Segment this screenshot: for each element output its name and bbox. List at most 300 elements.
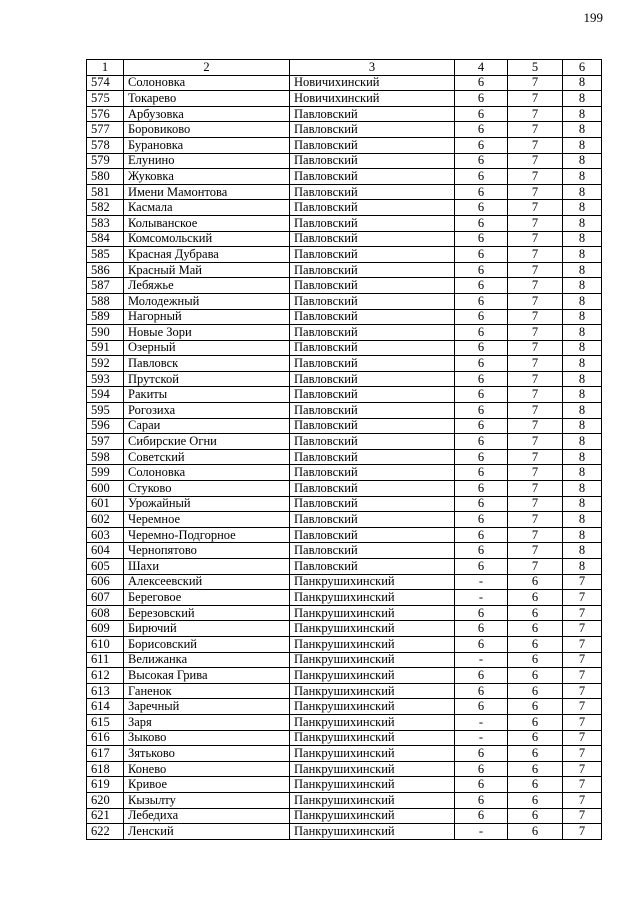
settlement-name: Урожайный xyxy=(124,496,290,512)
value-col-5: 7 xyxy=(508,262,563,278)
value-col-5: 7 xyxy=(508,449,563,465)
table-row xyxy=(87,683,602,699)
district-name: Павловский xyxy=(290,247,455,263)
value-col-4: 6 xyxy=(455,153,508,169)
district-name: Павловский xyxy=(290,465,455,481)
value-col-4: 6 xyxy=(455,668,508,684)
value-col-6: 8 xyxy=(563,512,602,528)
value-col-5: 7 xyxy=(508,387,563,403)
column-number-6: 6 xyxy=(563,60,602,76)
row-number: 613 xyxy=(87,683,124,699)
settlement-name: Арбузовка xyxy=(124,106,290,122)
table-row xyxy=(87,184,602,200)
table-row xyxy=(87,262,602,278)
value-col-4: 6 xyxy=(455,792,508,808)
value-col-5: 7 xyxy=(508,325,563,341)
row-number: 604 xyxy=(87,543,124,559)
value-col-5: 6 xyxy=(508,699,563,715)
settlement-name: Черемно-Подгорное xyxy=(124,527,290,543)
value-col-5: 7 xyxy=(508,247,563,263)
row-number: 605 xyxy=(87,559,124,575)
value-col-4: 6 xyxy=(455,418,508,434)
district-name: Павловский xyxy=(290,325,455,341)
value-col-4: 6 xyxy=(455,293,508,309)
table-row xyxy=(87,621,602,637)
settlement-name: Лебяжье xyxy=(124,278,290,294)
settlement-name: Токарево xyxy=(124,91,290,107)
value-col-6: 8 xyxy=(563,465,602,481)
value-col-6: 8 xyxy=(563,153,602,169)
settlement-name: Рогозиха xyxy=(124,403,290,419)
value-col-4: 6 xyxy=(455,200,508,216)
district-name: Павловский xyxy=(290,231,455,247)
table-row xyxy=(87,777,602,793)
table-row xyxy=(87,309,602,325)
value-col-6: 7 xyxy=(563,652,602,668)
row-number: 611 xyxy=(87,652,124,668)
value-col-4: 6 xyxy=(455,340,508,356)
value-col-4: 6 xyxy=(455,496,508,512)
value-col-4: 6 xyxy=(455,184,508,200)
value-col-6: 7 xyxy=(563,636,602,652)
district-name: Павловский xyxy=(290,153,455,169)
value-col-4: - xyxy=(455,590,508,606)
settlement-name: Прутской xyxy=(124,371,290,387)
value-col-5: 6 xyxy=(508,808,563,824)
settlement-name: Колыванское xyxy=(124,215,290,231)
table-row xyxy=(87,75,602,91)
settlement-name: Боровиково xyxy=(124,122,290,138)
value-col-4: 6 xyxy=(455,387,508,403)
row-number: 620 xyxy=(87,792,124,808)
settlement-name: Борисовский xyxy=(124,636,290,652)
value-col-6: 7 xyxy=(563,590,602,606)
district-name: Панкрушихинский xyxy=(290,824,455,840)
district-name: Павловский xyxy=(290,481,455,497)
column-number-2: 2 xyxy=(124,60,290,76)
settlement-name: Павловск xyxy=(124,356,290,372)
row-number: 603 xyxy=(87,527,124,543)
value-col-4: 6 xyxy=(455,169,508,185)
table-row xyxy=(87,215,602,231)
district-name: Павловский xyxy=(290,184,455,200)
row-number: 608 xyxy=(87,605,124,621)
value-col-4: - xyxy=(455,824,508,840)
column-number-5: 5 xyxy=(508,60,563,76)
value-col-4: - xyxy=(455,574,508,590)
value-col-6: 8 xyxy=(563,293,602,309)
row-number: 616 xyxy=(87,730,124,746)
district-name: Павловский xyxy=(290,527,455,543)
district-name: Панкрушихинский xyxy=(290,761,455,777)
value-col-5: 7 xyxy=(508,75,563,91)
value-col-5: 6 xyxy=(508,652,563,668)
row-number: 577 xyxy=(87,122,124,138)
settlement-name: Сибирские Огни xyxy=(124,434,290,450)
settlement-name: Солоновка xyxy=(124,75,290,91)
row-number: 596 xyxy=(87,418,124,434)
settlement-name: Советский xyxy=(124,449,290,465)
value-col-5: 6 xyxy=(508,590,563,606)
table-row xyxy=(87,465,602,481)
row-number: 600 xyxy=(87,481,124,497)
value-col-4: 6 xyxy=(455,262,508,278)
row-number: 574 xyxy=(87,75,124,91)
settlement-name: Ракиты xyxy=(124,387,290,403)
district-name: Павловский xyxy=(290,262,455,278)
settlement-name: Высокая Грива xyxy=(124,668,290,684)
value-col-4: 6 xyxy=(455,527,508,543)
value-col-4: 6 xyxy=(455,761,508,777)
value-col-6: 8 xyxy=(563,559,602,575)
row-number: 578 xyxy=(87,137,124,153)
value-col-5: 6 xyxy=(508,683,563,699)
table-row xyxy=(87,496,602,512)
value-col-5: 6 xyxy=(508,605,563,621)
value-col-4: 6 xyxy=(455,122,508,138)
value-col-6: 8 xyxy=(563,543,602,559)
settlement-name: Сараи xyxy=(124,418,290,434)
value-col-6: 8 xyxy=(563,481,602,497)
district-name: Панкрушихинский xyxy=(290,621,455,637)
district-name: Павловский xyxy=(290,387,455,403)
district-name: Панкрушихинский xyxy=(290,746,455,762)
value-col-5: 7 xyxy=(508,481,563,497)
row-number: 588 xyxy=(87,293,124,309)
table-row xyxy=(87,559,602,575)
row-number: 583 xyxy=(87,215,124,231)
settlement-name: Комсомольский xyxy=(124,231,290,247)
value-col-4: 6 xyxy=(455,746,508,762)
table-row xyxy=(87,590,602,606)
row-number: 593 xyxy=(87,371,124,387)
table-row xyxy=(87,808,602,824)
value-col-6: 7 xyxy=(563,746,602,762)
district-name: Панкрушихинский xyxy=(290,590,455,606)
table-row xyxy=(87,278,602,294)
value-col-6: 8 xyxy=(563,356,602,372)
row-number: 606 xyxy=(87,574,124,590)
value-col-5: 7 xyxy=(508,434,563,450)
value-col-6: 8 xyxy=(563,387,602,403)
value-col-6: 8 xyxy=(563,262,602,278)
table-row xyxy=(87,512,602,528)
table-row xyxy=(87,730,602,746)
row-number: 587 xyxy=(87,278,124,294)
district-name: Панкрушихинский xyxy=(290,636,455,652)
table-row xyxy=(87,481,602,497)
settlement-name: Зятьково xyxy=(124,746,290,762)
row-number: 591 xyxy=(87,340,124,356)
table-row xyxy=(87,106,602,122)
row-number: 622 xyxy=(87,824,124,840)
value-col-6: 8 xyxy=(563,106,602,122)
district-name: Павловский xyxy=(290,293,455,309)
settlement-name: Касмала xyxy=(124,200,290,216)
value-col-5: 7 xyxy=(508,293,563,309)
value-col-6: 7 xyxy=(563,621,602,637)
settlement-name: Жуковка xyxy=(124,169,290,185)
settlement-name: Конево xyxy=(124,761,290,777)
value-col-5: 6 xyxy=(508,824,563,840)
value-col-4: 6 xyxy=(455,247,508,263)
settlement-name: Кызылту xyxy=(124,792,290,808)
district-name: Панкрушихинский xyxy=(290,668,455,684)
value-col-4: 6 xyxy=(455,137,508,153)
settlement-name: Стуково xyxy=(124,481,290,497)
table-row xyxy=(87,824,602,840)
value-col-5: 6 xyxy=(508,746,563,762)
row-number: 621 xyxy=(87,808,124,824)
district-name: Павловский xyxy=(290,106,455,122)
settlement-name: Имени Мамонтова xyxy=(124,184,290,200)
district-name: Павловский xyxy=(290,137,455,153)
value-col-5: 7 xyxy=(508,371,563,387)
value-col-4: 6 xyxy=(455,106,508,122)
value-col-4: 6 xyxy=(455,231,508,247)
row-number: 619 xyxy=(87,777,124,793)
value-col-5: 6 xyxy=(508,636,563,652)
value-col-6: 8 xyxy=(563,340,602,356)
value-col-4: 6 xyxy=(455,75,508,91)
value-col-6: 7 xyxy=(563,792,602,808)
value-col-4: - xyxy=(455,652,508,668)
value-col-4: 6 xyxy=(455,325,508,341)
settlement-name: Чернопятово xyxy=(124,543,290,559)
value-col-5: 6 xyxy=(508,668,563,684)
settlement-name: Заречный xyxy=(124,699,290,715)
row-number: 597 xyxy=(87,434,124,450)
settlement-name: Ганенок xyxy=(124,683,290,699)
column-number-4: 4 xyxy=(455,60,508,76)
column-number-1: 1 xyxy=(87,60,124,76)
value-col-5: 6 xyxy=(508,761,563,777)
table-row xyxy=(87,200,602,216)
value-col-5: 7 xyxy=(508,153,563,169)
district-name: Панкрушихинский xyxy=(290,792,455,808)
value-col-5: 7 xyxy=(508,122,563,138)
value-col-6: 8 xyxy=(563,527,602,543)
value-col-6: 8 xyxy=(563,371,602,387)
value-col-6: 8 xyxy=(563,231,602,247)
settlement-name: Заря xyxy=(124,714,290,730)
value-col-5: 7 xyxy=(508,184,563,200)
settlement-name: Бирючий xyxy=(124,621,290,637)
district-name: Павловский xyxy=(290,403,455,419)
row-number: 615 xyxy=(87,714,124,730)
row-number: 610 xyxy=(87,636,124,652)
table-row xyxy=(87,434,602,450)
value-col-4: 6 xyxy=(455,91,508,107)
column-number-3: 3 xyxy=(290,60,455,76)
value-col-6: 7 xyxy=(563,683,602,699)
district-name: Павловский xyxy=(290,496,455,512)
value-col-5: 7 xyxy=(508,403,563,419)
settlement-name: Нагорный xyxy=(124,309,290,325)
settlement-name: Велижанка xyxy=(124,652,290,668)
page-number: 199 xyxy=(583,10,603,25)
value-col-6: 8 xyxy=(563,278,602,294)
row-number: 598 xyxy=(87,449,124,465)
value-col-4: 6 xyxy=(455,403,508,419)
value-col-6: 8 xyxy=(563,184,602,200)
value-col-4: 6 xyxy=(455,683,508,699)
district-name: Павловский xyxy=(290,512,455,528)
row-number: 609 xyxy=(87,621,124,637)
value-col-6: 7 xyxy=(563,808,602,824)
district-name: Панкрушихинский xyxy=(290,683,455,699)
value-col-6: 8 xyxy=(563,434,602,450)
value-col-5: 6 xyxy=(508,730,563,746)
table-row xyxy=(87,137,602,153)
column-number-row xyxy=(87,60,602,76)
value-col-5: 7 xyxy=(508,106,563,122)
settlement-name: Красный Май xyxy=(124,262,290,278)
value-col-6: 7 xyxy=(563,824,602,840)
settlement-name: Красная Дубрава xyxy=(124,247,290,263)
district-name: Новичихинский xyxy=(290,75,455,91)
table-row xyxy=(87,340,602,356)
table-row xyxy=(87,746,602,762)
value-col-4: 6 xyxy=(455,699,508,715)
value-col-5: 7 xyxy=(508,527,563,543)
row-number: 601 xyxy=(87,496,124,512)
row-number: 599 xyxy=(87,465,124,481)
row-number: 581 xyxy=(87,184,124,200)
value-col-6: 8 xyxy=(563,91,602,107)
district-name: Павловский xyxy=(290,434,455,450)
value-col-6: 7 xyxy=(563,668,602,684)
settlement-name: Лебедиха xyxy=(124,808,290,824)
table-row xyxy=(87,449,602,465)
table-row xyxy=(87,574,602,590)
row-number: 618 xyxy=(87,761,124,777)
table-row xyxy=(87,231,602,247)
value-col-6: 8 xyxy=(563,496,602,512)
row-number: 617 xyxy=(87,746,124,762)
district-name: Панкрушихинский xyxy=(290,652,455,668)
value-col-6: 8 xyxy=(563,75,602,91)
district-name: Павловский xyxy=(290,371,455,387)
row-number: 585 xyxy=(87,247,124,263)
table-row xyxy=(87,293,602,309)
value-col-6: 7 xyxy=(563,605,602,621)
value-col-6: 8 xyxy=(563,122,602,138)
district-name: Панкрушихинский xyxy=(290,699,455,715)
settlement-name: Елунино xyxy=(124,153,290,169)
row-number: 590 xyxy=(87,325,124,341)
value-col-5: 7 xyxy=(508,543,563,559)
table-row xyxy=(87,91,602,107)
settlement-name: Новые Зори xyxy=(124,325,290,341)
row-number: 594 xyxy=(87,387,124,403)
row-number: 580 xyxy=(87,169,124,185)
value-col-5: 7 xyxy=(508,215,563,231)
value-col-5: 7 xyxy=(508,356,563,372)
table-row xyxy=(87,325,602,341)
district-name: Панкрушихинский xyxy=(290,605,455,621)
district-name: Павловский xyxy=(290,543,455,559)
value-col-4: 6 xyxy=(455,605,508,621)
value-col-6: 7 xyxy=(563,777,602,793)
value-col-5: 7 xyxy=(508,340,563,356)
district-name: Панкрушихинский xyxy=(290,730,455,746)
value-col-4: 6 xyxy=(455,278,508,294)
row-number: 614 xyxy=(87,699,124,715)
value-col-6: 8 xyxy=(563,325,602,341)
district-name: Панкрушихинский xyxy=(290,777,455,793)
value-col-4: 6 xyxy=(455,636,508,652)
value-col-6: 7 xyxy=(563,714,602,730)
row-number: 576 xyxy=(87,106,124,122)
district-name: Панкрушихинский xyxy=(290,714,455,730)
value-col-4: 6 xyxy=(455,434,508,450)
table-row xyxy=(87,668,602,684)
value-col-5: 7 xyxy=(508,169,563,185)
value-col-5: 7 xyxy=(508,418,563,434)
settlement-name: Алексеевский xyxy=(124,574,290,590)
district-name: Павловский xyxy=(290,122,455,138)
settlement-name: Ленский xyxy=(124,824,290,840)
value-col-4: 6 xyxy=(455,481,508,497)
value-col-6: 8 xyxy=(563,418,602,434)
table-row xyxy=(87,543,602,559)
value-col-5: 6 xyxy=(508,714,563,730)
value-col-6: 8 xyxy=(563,137,602,153)
value-col-4: 6 xyxy=(455,309,508,325)
value-col-4: 6 xyxy=(455,621,508,637)
value-col-6: 7 xyxy=(563,574,602,590)
value-col-5: 7 xyxy=(508,231,563,247)
table-row xyxy=(87,153,602,169)
row-number: 579 xyxy=(87,153,124,169)
table-row xyxy=(87,605,602,621)
row-number: 592 xyxy=(87,356,124,372)
value-col-6: 7 xyxy=(563,699,602,715)
table-row xyxy=(87,699,602,715)
value-col-5: 6 xyxy=(508,574,563,590)
value-col-5: 6 xyxy=(508,621,563,637)
value-col-5: 6 xyxy=(508,777,563,793)
value-col-6: 8 xyxy=(563,449,602,465)
table-row xyxy=(87,403,602,419)
district-name: Павловский xyxy=(290,418,455,434)
table-row xyxy=(87,652,602,668)
table-row xyxy=(87,356,602,372)
settlement-name: Береговое xyxy=(124,590,290,606)
settlement-name: Бурановка xyxy=(124,137,290,153)
table-body xyxy=(87,60,602,840)
district-name: Павловский xyxy=(290,200,455,216)
value-col-4: 6 xyxy=(455,356,508,372)
district-name: Павловский xyxy=(290,559,455,575)
row-number: 602 xyxy=(87,512,124,528)
district-name: Павловский xyxy=(290,309,455,325)
district-name: Павловский xyxy=(290,169,455,185)
settlement-name: Березовский xyxy=(124,605,290,621)
district-name: Павловский xyxy=(290,278,455,294)
value-col-4: - xyxy=(455,730,508,746)
value-col-6: 8 xyxy=(563,169,602,185)
value-col-4: 6 xyxy=(455,371,508,387)
district-name: Панкрушихинский xyxy=(290,574,455,590)
row-number: 612 xyxy=(87,668,124,684)
row-number: 586 xyxy=(87,262,124,278)
settlement-name: Черемное xyxy=(124,512,290,528)
settlement-name: Озерный xyxy=(124,340,290,356)
district-name: Павловский xyxy=(290,215,455,231)
value-col-4: 6 xyxy=(455,215,508,231)
